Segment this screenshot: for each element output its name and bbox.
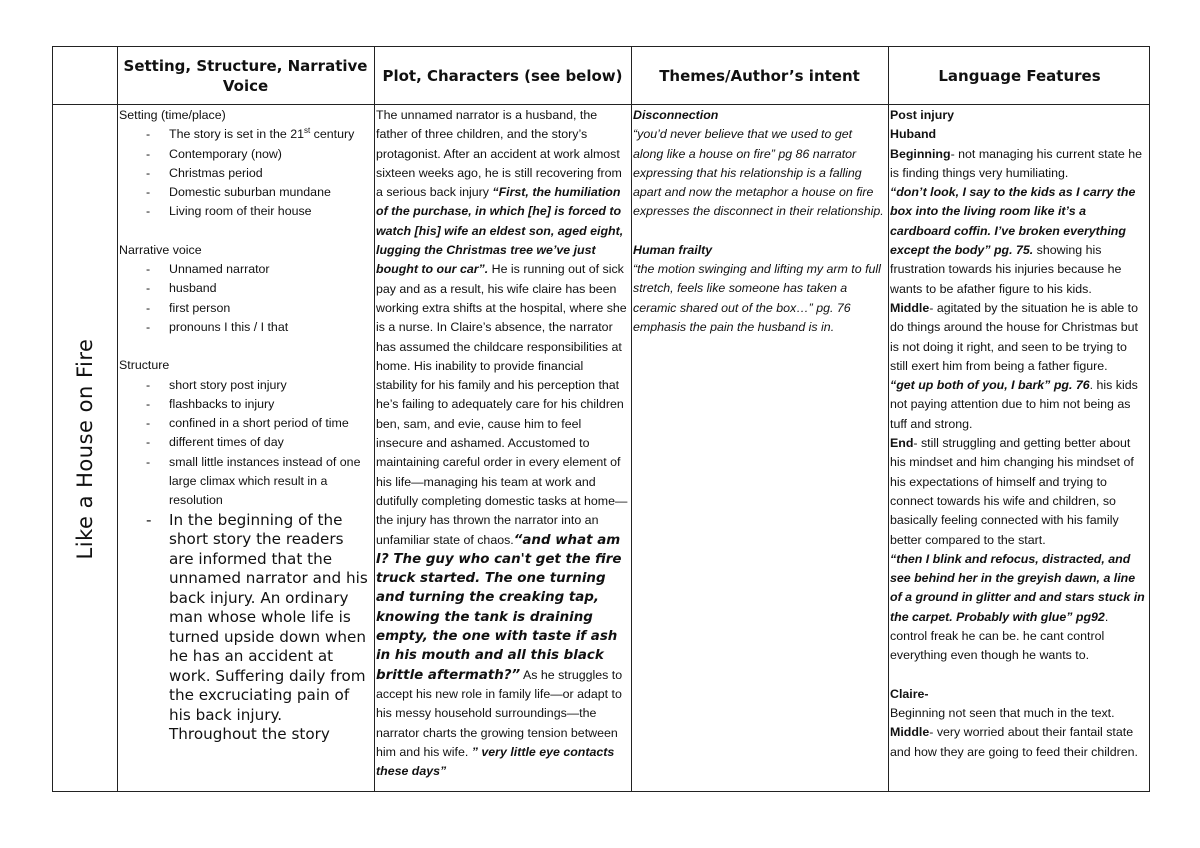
list-item: - In the beginning of the short story the readers are informed that the unnamed narrator and his back injury. An ordinary man whose whole life is turned upside down when he has an accident at work. Suffering daily from the excruciating pain of his back injury. Throughout the story <box>119 511 370 745</box>
theme-title: Disconnection <box>633 108 719 122</box>
language-text: Middle- very worried about their fantail state and how they are going to feed their children. <box>890 725 1138 759</box>
language-text: End- still struggling and getting better about his mindset and him changing his mindset of his expectations of himself and trying to connect towards his wife and children, so basically feeling connected with his family better compared to the start. <box>890 436 1134 547</box>
row-label <box>53 104 117 792</box>
list-item: - pronouns I this / I that <box>119 318 370 337</box>
list-item: - confined in a short period of time <box>119 414 370 433</box>
language-text: Beginning- not managing his current state he is finding things very humiliating. <box>890 146 1143 180</box>
column-divider <box>117 47 118 791</box>
column-divider <box>631 47 632 791</box>
notes-table <box>52 46 1150 792</box>
setting-cell <box>119 105 372 791</box>
language-claire-title: Claire- <box>890 686 929 701</box>
list-item: - Christmas period <box>119 164 370 183</box>
header-themes: Themes/Author’s intent <box>659 66 860 85</box>
plot-quote: “and what am I? The guy who can't get the fire truck started. The one turning and turning the creaking tap, knowing the tank is draining empty, the one with taste if ash in his mouth and all this black brittle aftermath?” <box>376 532 622 683</box>
list-item: - Contemporary (now) <box>119 145 370 164</box>
language-text: Middle- agitated by the situation he is able to do things around the house for Christmas but is not doing it right, and seen to be trying to still exert him from being a father figure. <box>890 300 1138 373</box>
header-plot: Plot, Characters (see below) <box>382 66 623 85</box>
list-item: - Unnamed narrator <box>119 260 370 279</box>
language-text: Beginning not seen that much in the text. <box>890 705 1115 720</box>
plot-cell <box>376 105 631 791</box>
list-item: - flashbacks to injury <box>119 395 370 414</box>
list-item: - small little instances instead of one large climax which result in a resolution <box>119 453 370 511</box>
structure-title: Structure <box>119 358 170 373</box>
theme-body: “you’d never believe that we used to get along like a house on fire” pg 86 narrator expressing that his relationship is a falling apart and now the metaphor a house on fire expresses the disconnect in their relationship. <box>633 127 884 219</box>
list-item: - first person <box>119 299 370 318</box>
setting-list <box>119 125 370 221</box>
header-language: Language Features <box>938 66 1101 85</box>
structure-list <box>119 376 370 745</box>
themes-cell <box>633 105 888 791</box>
column-divider <box>374 47 375 791</box>
list-item: - Domestic suburban mundane <box>119 183 370 202</box>
theme-body: “the motion swinging and lifting my arm to full stretch, feels like someone has taken a ceramic shared out of the box…” pg. 76 emphasis the pain the husband is in. <box>633 262 881 334</box>
list-item: - The story is set in the 21st century <box>119 125 370 144</box>
language-title: Post injury <box>890 108 955 122</box>
row-label-text: Like a House on Fire <box>73 338 97 559</box>
list-item: - husband <box>119 279 370 298</box>
narrative-list <box>119 260 370 337</box>
list-item: - short story post injury <box>119 376 370 395</box>
theme-title: Human frailty <box>633 242 713 257</box>
list-item: - Living room of their house <box>119 202 370 221</box>
narrative-title: Narrative voice <box>119 242 202 257</box>
header-setting: Setting, Structure, Narrative Voice <box>123 56 368 95</box>
language-text: “don’t look, I say to the kids as I carry the box into the living room like it’s a cardboard coffin. I’ve broken everything except the body” pg. 75. showing his frustration towards his injuries because he wants to be afather figure to his kids. <box>890 185 1136 296</box>
list-item: - different times of day <box>119 433 370 452</box>
language-text: “get up both of you, I bark” pg. 76. his kids not paying attention due to him not being as tuff and strong. <box>890 378 1138 431</box>
plot-text: The unnamed narrator is a husband, the father of three children, and the story’s protagonist. After an accident at work almost sixteen weeks ago, he is still recovering from a serious back injury “First, the humiliation of the purchase, in which [he] is forced to watch [his] wife an eldest son, aged eight, lugging the Christmas tree we’ve just bought to our car”. He is running out of sick pay and as a result, his wife claire has been working extra shifts at the hospital, where she is a nurse. In Claire’s absence, the narrator has assumed the childcare responsibilities at home. His inability to provide financial stability for his family and his perception that he’s failing to adequately care for his children ben, sam, and evie, cause him to feel insecure and ashamed. Accustomed to maintaining careful order in every element of his life—managing his team at work and dutifully completing domestic tasks at home—the injury has thrown the narrator into an unfamiliar state of chaos.“and what am I? The guy who can't get the fire truck started. The one turning and turning the creaking tap, knowing the tank is draining empty, the one with taste if ash in his mouth and all this black brittle aftermath?” As he struggles to accept his new role in family life—or adapt to his messy household surroundings—the narrator charts the growing tension between him and his wife. ” very little eye contacts these days” <box>376 108 628 779</box>
language-subtitle: Huband <box>890 127 937 142</box>
setting-title: Setting (time/place) <box>119 108 226 122</box>
language-cell <box>890 105 1150 791</box>
language-text: “then I blink and refocus, distracted, and see behind her in the greyish dawn, a line of a ground in glitter and and stars stuck in the carpet. Probably with glue” pg92. control freak he can be. he cant control everything even though he wants to. <box>890 551 1145 663</box>
column-divider <box>888 47 889 791</box>
